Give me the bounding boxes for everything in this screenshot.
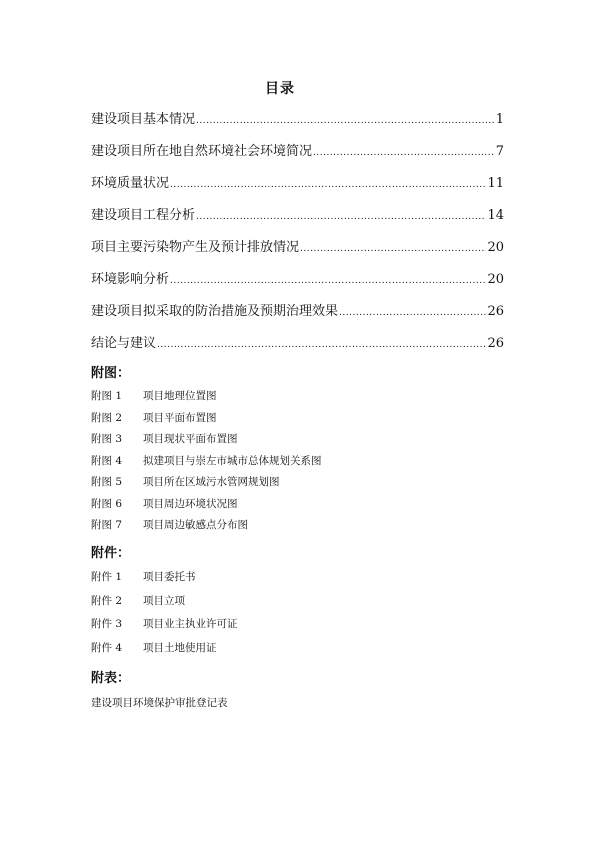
toc-entry[interactable] [91, 108, 504, 140]
toc-leader-dots [300, 244, 486, 254]
tables-heading: 附表： [91, 671, 131, 686]
figure-number: 附图 6 [91, 497, 123, 510]
toc-entry-page: 14 [487, 208, 504, 223]
attachment-number: 附件 2 [91, 594, 123, 607]
attachment-title: 项目业主执业许可证 [143, 618, 238, 630]
attachments-heading: 附件： [91, 546, 131, 561]
toc-entry-text: 建设项目工程分析 [91, 208, 196, 223]
toc-leader-dots [170, 180, 486, 190]
toc-entry-text: 建设项目基本情况 [91, 112, 196, 127]
toc-entry-page: 20 [487, 240, 504, 255]
toc-entry[interactable] [91, 204, 504, 236]
toc-entry[interactable] [91, 268, 504, 300]
toc-entry-page: 1 [495, 112, 504, 127]
figure-title: 项目现状平面布置图 [143, 433, 238, 445]
figure-number: 附图 7 [91, 519, 123, 531]
figures-list [91, 388, 511, 539]
attachment-title: 项目立项 [143, 594, 185, 607]
toc-entry-page: 26 [487, 336, 504, 351]
attachment-item [91, 640, 511, 664]
attachment-title: 项目土地使用证 [143, 641, 217, 654]
figure-number: 附图 1 [91, 390, 123, 402]
figure-number: 附图 2 [91, 411, 123, 424]
figure-item [91, 453, 511, 475]
toc-entry-text: 项目主要污染物产生及预计排放情况 [91, 240, 300, 255]
figure-item [91, 474, 511, 496]
toc-entry-text: 环境质量状况 [91, 176, 170, 191]
figure-item [91, 517, 511, 539]
toc-entry-page: 20 [487, 272, 504, 287]
attachment-number: 附件 3 [91, 618, 123, 630]
figure-item [91, 388, 511, 410]
attachments-list [91, 569, 511, 663]
toc-entry-text: 环境影响分析 [91, 272, 170, 287]
toc-entry[interactable] [91, 332, 504, 364]
figure-title: 拟建项目与崇左市城市总体规划关系图 [143, 454, 322, 467]
figure-item [91, 410, 511, 432]
toc-leader-dots [196, 116, 495, 126]
toc-leader-dots [339, 308, 486, 318]
figure-title: 项目地理位置图 [143, 390, 217, 402]
table-item: 建设项目环境保护审批登记表 [91, 697, 228, 709]
toc-entry-text: 建设项目所在地自然环境社会环境简况 [91, 144, 313, 159]
toc-title: 目录 [265, 81, 295, 97]
attachment-number: 附件 1 [91, 571, 123, 583]
attachment-item [91, 593, 511, 617]
toc-entry[interactable] [91, 172, 504, 204]
toc-entry-page: 7 [495, 144, 504, 159]
attachment-title: 项目委托书 [143, 571, 196, 583]
toc-entry[interactable] [91, 140, 504, 172]
toc-entry-page: 26 [487, 304, 504, 319]
figure-item [91, 431, 511, 453]
toc-leader-dots [157, 340, 486, 350]
toc-entry-text: 建设项目拟采取的防治措施及预期治理效果 [91, 304, 339, 319]
toc-entry[interactable] [91, 300, 504, 332]
figure-title: 项目周边环境状况图 [143, 497, 238, 510]
attachment-item [91, 616, 511, 640]
toc-leader-dots [313, 148, 495, 158]
figure-number: 附图 4 [91, 454, 123, 467]
toc-entry-page: 11 [487, 176, 504, 191]
figure-title: 项目平面布置图 [143, 411, 217, 424]
toc-leader-dots [196, 212, 486, 222]
figure-number: 附图 3 [91, 433, 123, 445]
figure-item [91, 496, 511, 518]
toc-list [91, 108, 504, 364]
toc-leader-dots [170, 276, 486, 286]
figure-number: 附图 5 [91, 476, 123, 488]
figures-heading: 附图： [91, 366, 131, 381]
toc-entry[interactable] [91, 236, 504, 268]
figure-title: 项目周边敏感点分布图 [143, 519, 248, 531]
toc-entry-text: 结论与建议 [91, 336, 157, 351]
attachment-item [91, 569, 511, 593]
attachment-number: 附件 4 [91, 641, 123, 654]
figure-title: 项目所在区域污水管网规划图 [143, 476, 280, 488]
